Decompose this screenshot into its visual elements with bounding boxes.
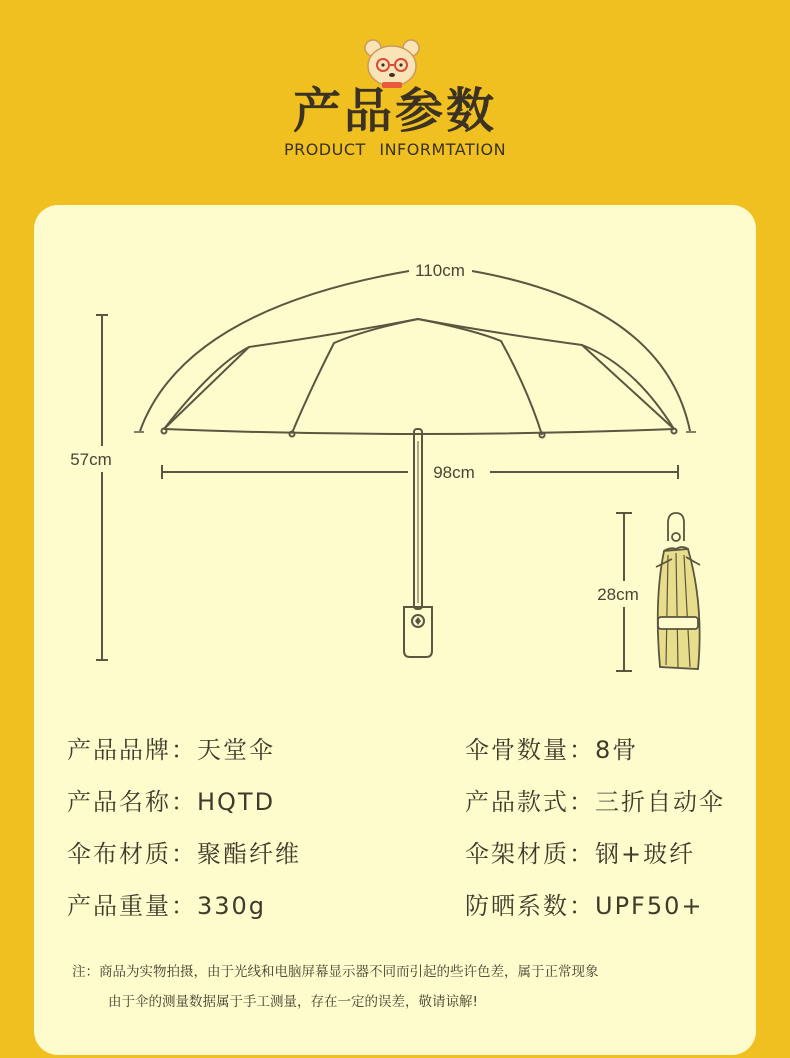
arc-length-label: 110cm xyxy=(415,261,465,280)
note-line-1: 注：商品为实物拍摄，由于光线和电脑屏幕显示器不同而引起的些许色差，属于正常现象 xyxy=(72,964,599,980)
arc-dimension-line xyxy=(472,271,690,431)
spec-style: 产品款式：三折自动伞 xyxy=(465,788,725,816)
spec-ribs: 伞骨数量：8骨 xyxy=(465,736,639,764)
spec-row xyxy=(67,730,747,782)
spec-brand: 产品品牌：天堂伞 xyxy=(67,736,275,764)
spec-row xyxy=(67,834,747,886)
umbrella-dimension-diagram xyxy=(34,205,756,695)
spec-weight: 产品重量：330g xyxy=(67,892,267,920)
width-dimension-line xyxy=(162,465,678,479)
spec-row xyxy=(67,886,747,938)
note-line-2: 由于伞的测量数据属于手工测量，存在一定的误差，敬请谅解! xyxy=(108,994,478,1010)
spec-frame: 伞架材质：钢+玻纤 xyxy=(465,840,696,868)
spec-list xyxy=(67,730,747,938)
height-label: 57cm xyxy=(70,450,112,469)
folded-length-label: 28cm xyxy=(597,585,639,604)
width-label: 98cm xyxy=(433,463,475,482)
page-subtitle: PRODUCT INFORMTATION xyxy=(283,140,507,159)
height-dimension-line xyxy=(96,315,108,660)
header xyxy=(0,0,790,200)
spec-row xyxy=(67,782,747,834)
umbrella-folded-icon xyxy=(656,513,700,669)
disclaimer-note xyxy=(72,957,732,1017)
spec-fabric: 伞布材质：聚酯纤维 xyxy=(67,840,301,868)
spec-upf: 防晒系数：UPF50+ xyxy=(465,892,704,920)
product-info-card xyxy=(34,205,756,1055)
arc-dimension-line xyxy=(140,271,409,431)
page-title: 产品参数 xyxy=(292,83,497,139)
spec-name: 产品名称：HQTD xyxy=(67,788,276,816)
